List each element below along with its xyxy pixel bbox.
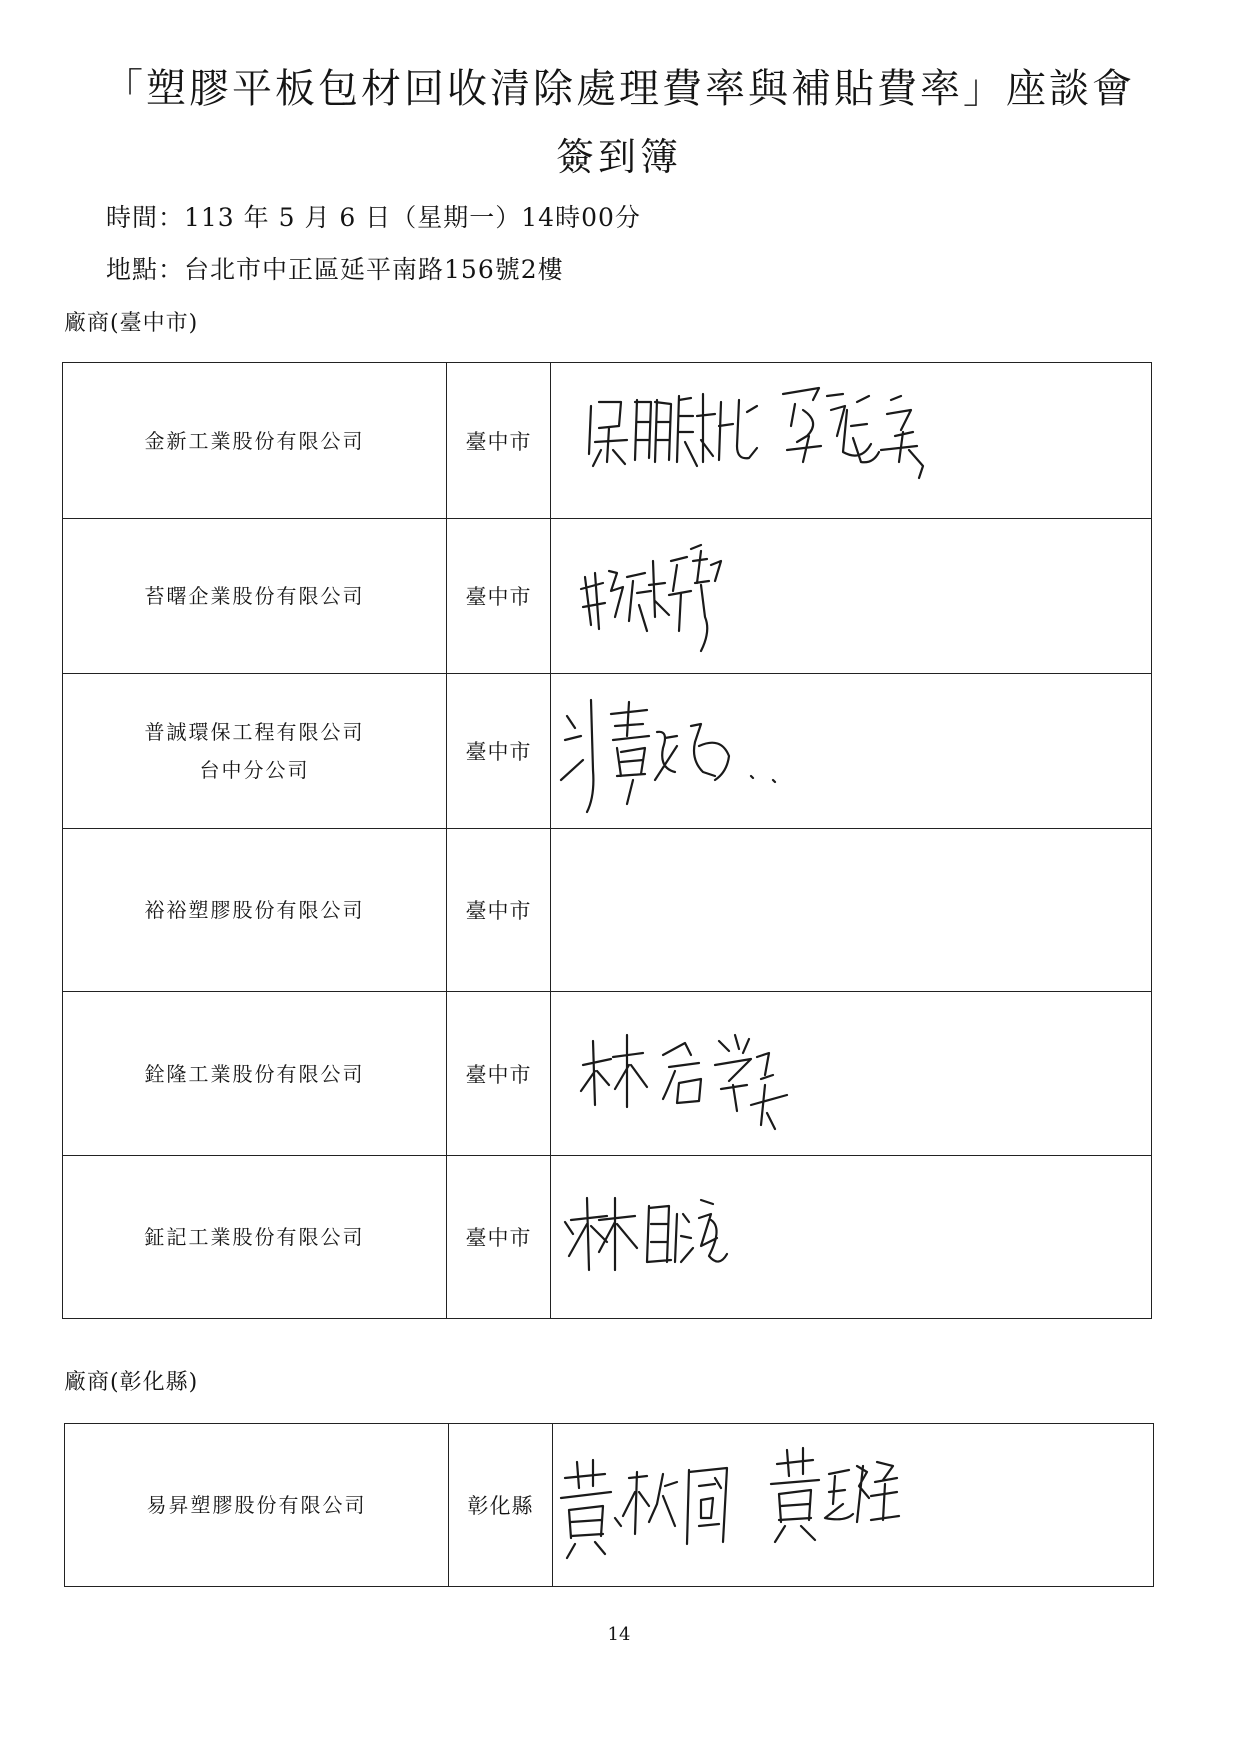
company-name-line2: 台中分公司: [199, 758, 310, 782]
signature-cell: [551, 674, 1152, 829]
city-cell: 臺中市: [447, 829, 551, 992]
company-name: 鉦記工業股份有限公司: [144, 1225, 365, 1249]
company-name-cell: [63, 1156, 447, 1319]
signature-cell-empty: [551, 829, 1152, 992]
table-row: [63, 992, 1152, 1156]
table-row: [63, 829, 1152, 992]
handwritten-signature: [551, 676, 1149, 826]
handwritten-signature: [551, 1158, 1149, 1316]
city-cell: 臺中市: [447, 363, 551, 519]
signin-table-taichung: [62, 362, 1152, 1319]
table-row: [63, 1156, 1152, 1319]
signin-table-changhua: [64, 1423, 1154, 1587]
city-cell: 臺中市: [447, 1156, 551, 1319]
handwritten-signature: [551, 521, 1149, 671]
company-name: 銓隆工業股份有限公司: [144, 1061, 365, 1086]
section-label-changhua: 廠商(彰化縣): [64, 1370, 199, 1395]
city-cell: 彰化縣: [449, 1424, 553, 1587]
document-subtitle: 簽到簿: [555, 135, 682, 179]
document-title: 「塑膠平板包材回收清除處理費率與補貼費率」座談會: [103, 66, 1135, 112]
company-name: 易昇塑膠股份有限公司: [146, 1493, 367, 1517]
city-cell: 臺中市: [447, 674, 551, 829]
table-row: [63, 363, 1152, 519]
signature-cell: [551, 519, 1152, 674]
company-name-cell: [63, 829, 447, 992]
table-row: [65, 1424, 1154, 1587]
company-name: 苔曙企業股份有限公司: [144, 584, 365, 608]
company-name-cell: [65, 1424, 449, 1587]
city-cell: 臺中市: [447, 992, 551, 1156]
meeting-place: 地點：台北市中正區延平南路156號2樓: [106, 255, 564, 284]
company-name-line1: 普誠環保工程有限公司: [144, 720, 365, 744]
signature-cell: [551, 1156, 1152, 1319]
table-row: [63, 674, 1152, 829]
handwritten-signature: [553, 1426, 1151, 1584]
company-name-cell: [63, 519, 447, 674]
signature-cell: [551, 363, 1152, 519]
company-name-cell: [63, 363, 447, 519]
company-name: 裕裕塑膠股份有限公司: [144, 898, 365, 922]
company-name: 金新工業股份有限公司: [144, 428, 365, 453]
signature-cell: [551, 992, 1152, 1156]
signature-cell: [553, 1424, 1154, 1587]
section-label-taichung: 廠商(臺中市): [64, 311, 199, 336]
handwritten-signature: [551, 995, 1149, 1153]
city-cell: 臺中市: [447, 519, 551, 674]
page-number: 14: [607, 1624, 631, 1645]
company-name-cell: [63, 674, 447, 829]
meeting-time: 時間：113 年 5 月 6 日（星期一）14時00分: [106, 203, 641, 232]
handwritten-signature: [551, 366, 1149, 516]
company-name-cell: [63, 992, 447, 1156]
table-row: [63, 519, 1152, 674]
